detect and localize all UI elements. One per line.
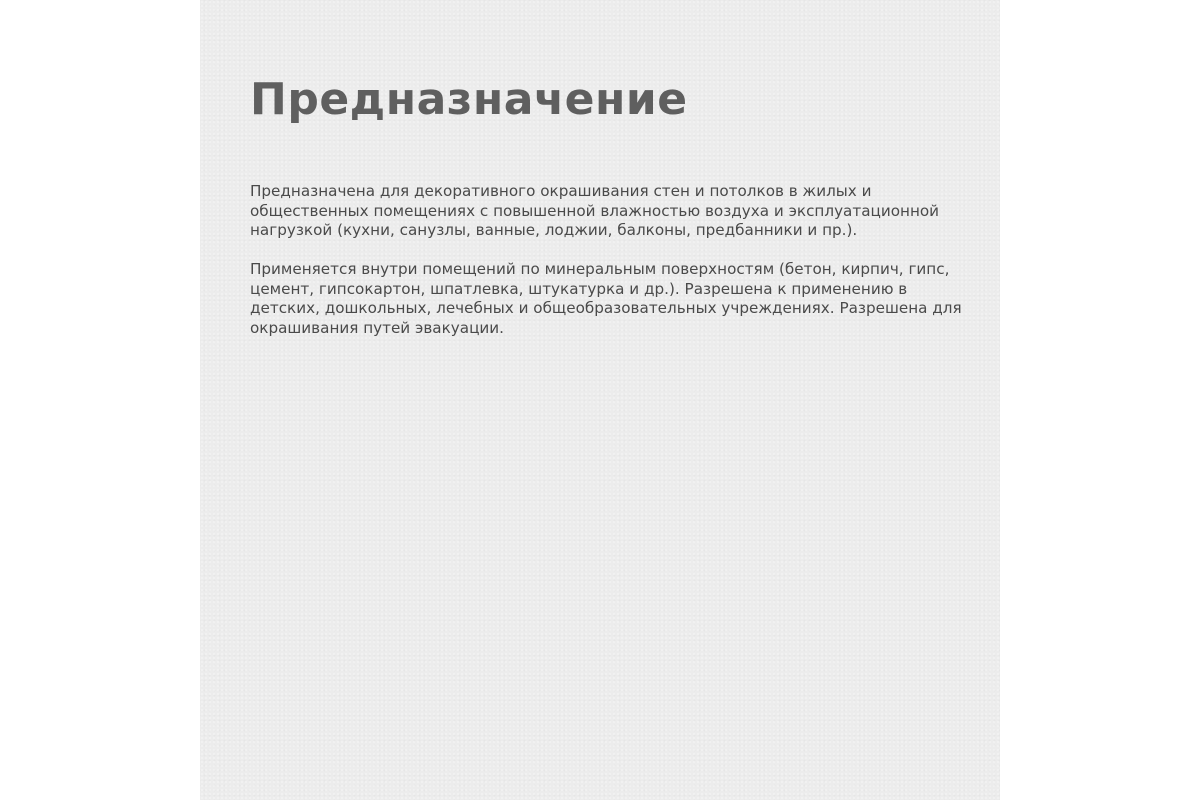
- description-text: [250, 182, 980, 358]
- purpose-paragraph: Предназначена для декоративного окрашивания стен и потолков в жилых и общественных помещениях с повышенной влажностью воздуха и эксплуатационной нагрузкой (кухни, санузлы, ванные, лоджии, балконы, предбанники и пр.).: [250, 182, 940, 239]
- application-paragraph: Применяется внутри помещений по минеральным поверхностям (бетон, кирпич, гипс, цемент, гипсокартон, шпатлевка, штукатурка и др.). Разрешена к применению в детских, дошкольных, лечебных и общеобразовательных учреждениях. Разрешена для окрашивания путей эвакуации.: [250, 260, 962, 337]
- page-title: Предназначение: [250, 74, 688, 125]
- content-panel: [200, 0, 1000, 800]
